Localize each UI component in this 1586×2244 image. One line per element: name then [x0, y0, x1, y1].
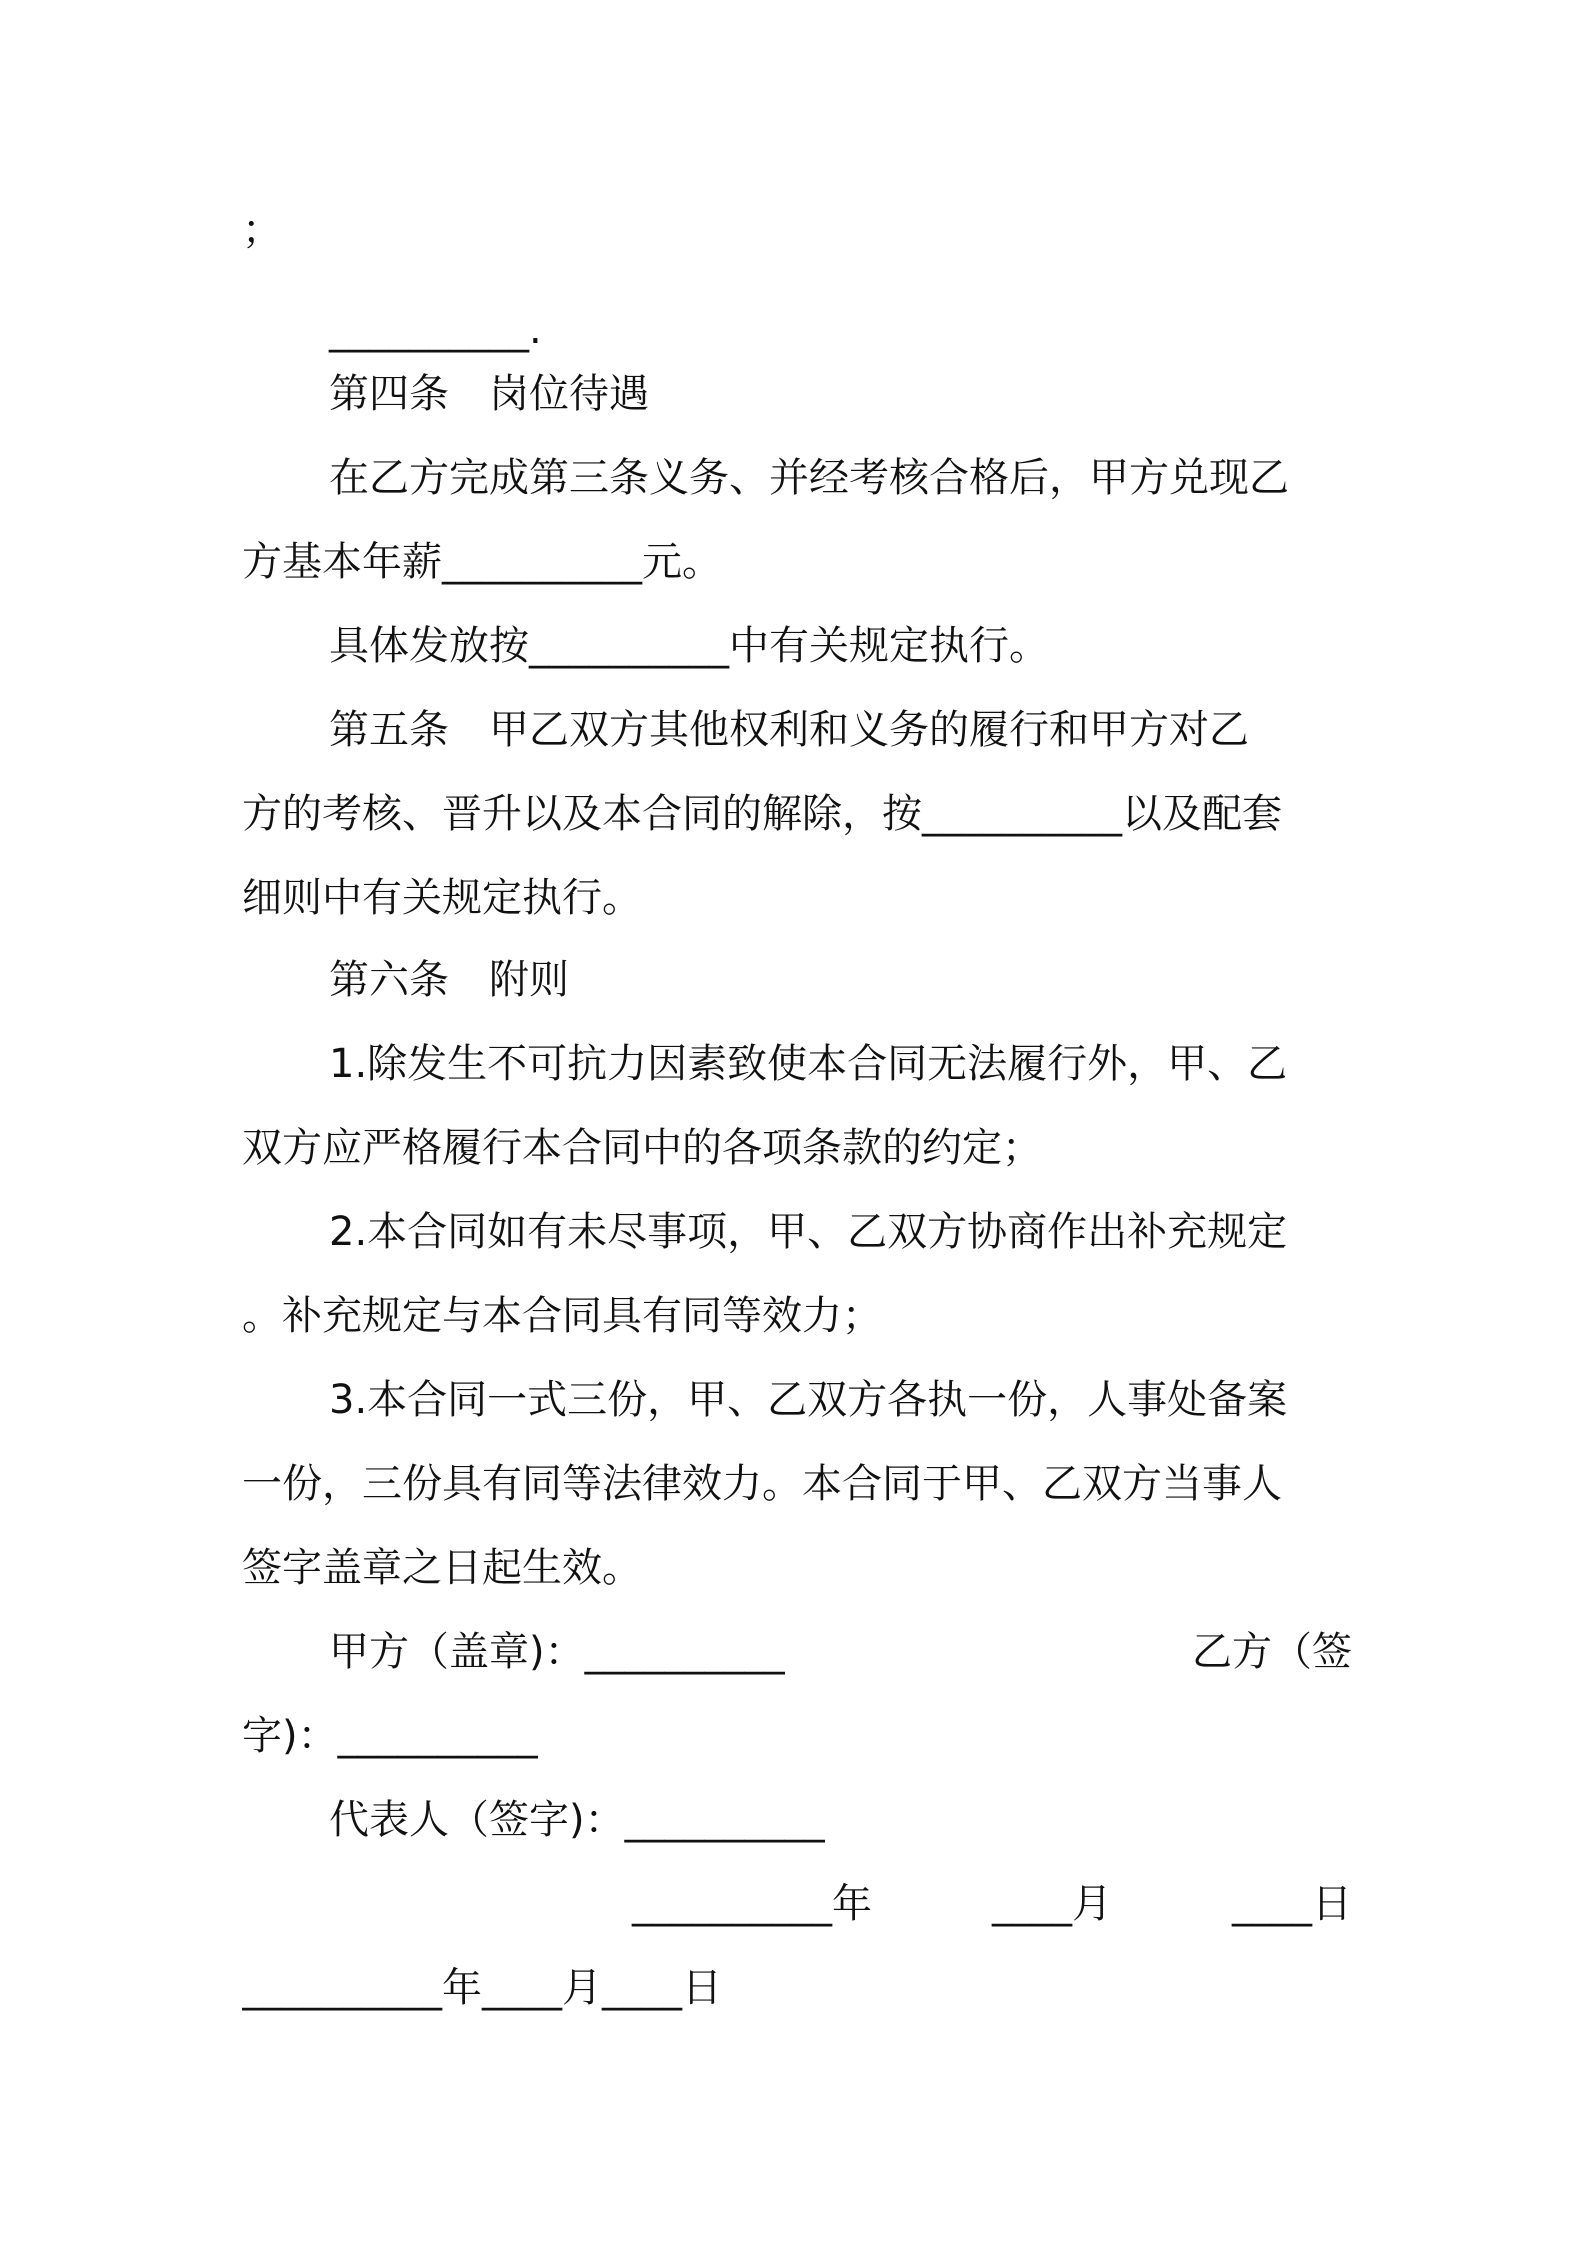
date-line-right: __________年 ____月 ____日 — [632, 1881, 1352, 1927]
clause-3-line-1: 3.本合同一式三份，甲、乙双方各执一份，人事处备案 — [329, 1377, 1288, 1423]
article-4-text-line-1: 在乙方完成第三条义务、并经考核合格后，甲方兑现乙 — [329, 455, 1289, 501]
party-b-signature-continued: 字)：__________ — [242, 1713, 538, 1759]
clause-1-line-1: 1.除发生不可抗力因素致使本合同无法履行外，甲、乙 — [329, 1041, 1288, 1087]
clause-1-line-2: 双方应严格履行本合同中的各项条款的约定； — [242, 1125, 1042, 1171]
representative-signature: 代表人（签字)：__________ — [329, 1797, 825, 1843]
date-line-left: __________年____月____日 — [242, 1965, 722, 2011]
article-5-line-3: 细则中有关规定执行。 — [242, 875, 642, 921]
article-4-text-line-3: 具体发放按__________中有关规定执行。 — [329, 623, 1049, 669]
clause-3-line-3: 签字盖章之日起生效。 — [242, 1545, 642, 1591]
blank-line: __________. — [329, 307, 542, 353]
article-4-heading: 第四条 岗位待遇 — [329, 371, 649, 417]
party-b-signature: 乙方（签 — [1192, 1629, 1352, 1675]
article-6-heading: 第六条 附则 — [329, 957, 569, 1003]
article-5-line-1: 第五条 甲乙双方其他权利和义务的履行和甲方对乙 — [329, 707, 1249, 753]
article-5-line-2: 方的考核、晋升以及本合同的解除，按__________以及配套 — [242, 791, 1282, 837]
clause-3-line-2: 一份，三份具有同等法律效力。本合同于甲、乙双方当事人 — [242, 1461, 1282, 1507]
article-4-text-line-2: 方基本年薪__________元。 — [242, 539, 722, 585]
party-a-signature: 甲方（盖章)：__________ — [329, 1629, 785, 1675]
clause-2-line-2: 。补充规定与本合同具有同等效力； — [242, 1293, 882, 1339]
text-line-semicolon: ； — [242, 207, 282, 253]
clause-2-line-1: 2.本合同如有未尽事项，甲、乙双方协商作出补充规定 — [329, 1209, 1288, 1255]
